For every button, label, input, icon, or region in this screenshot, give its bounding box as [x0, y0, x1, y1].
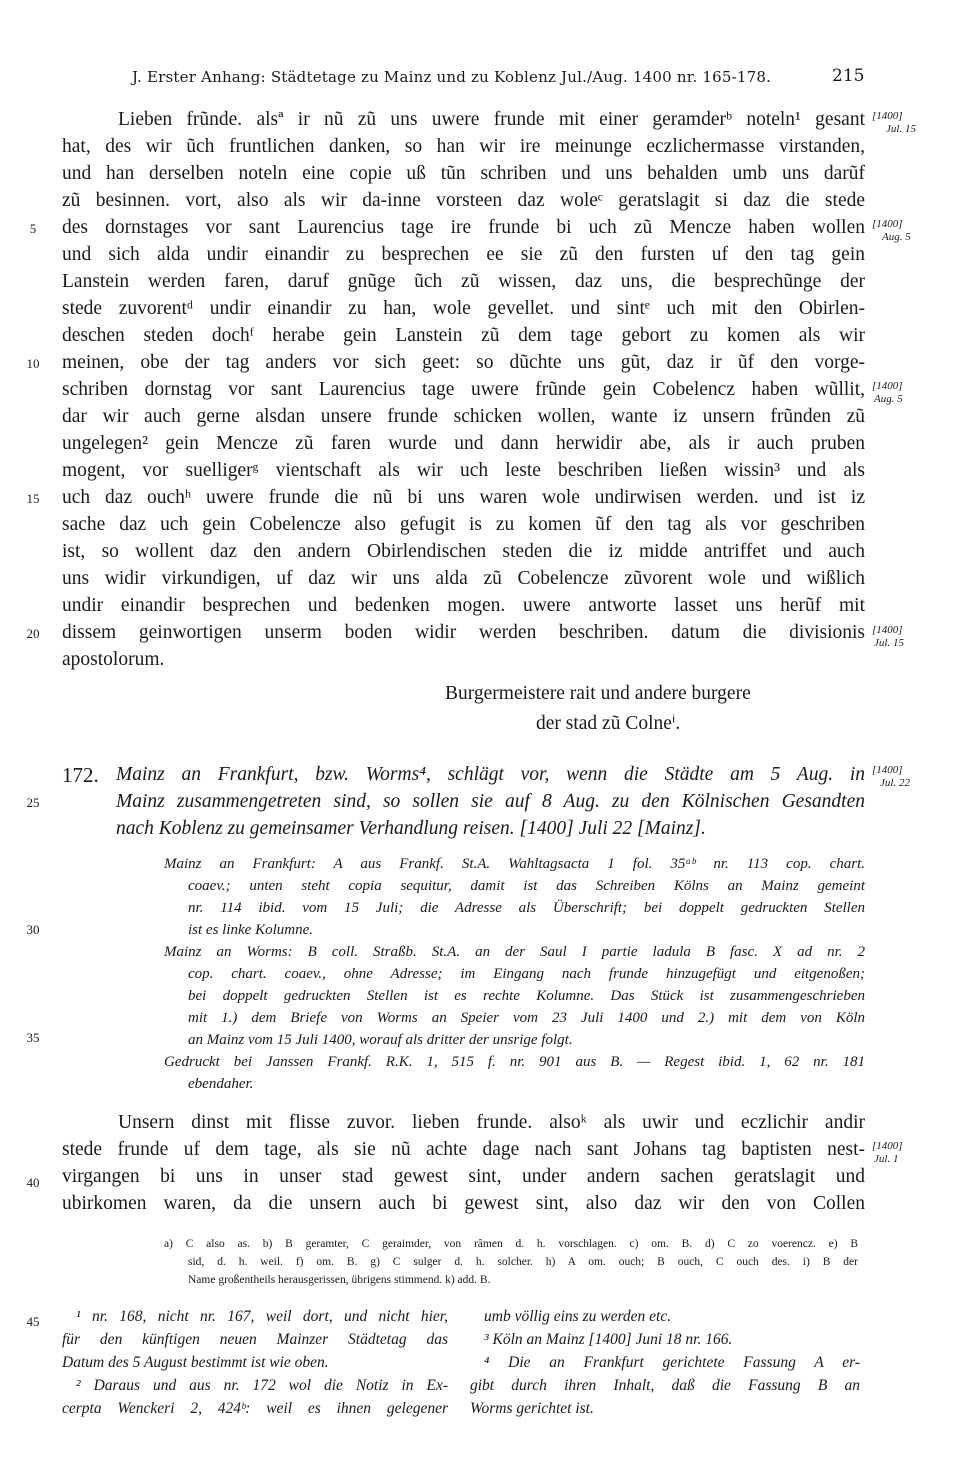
- margin-date: Jul. 15: [874, 637, 904, 649]
- source-line: cop. chart. coaev., ohne Adresse; im Eingang nach frunde hinzugefügt und eitgenoßen;: [188, 966, 865, 982]
- text-line: ungelegen² gein Mencze zũ faren wurde und dann herwidir abe, als ir auch pruben: [62, 433, 865, 454]
- margin-date: Jul. 15: [886, 123, 916, 135]
- line-number: 35: [26, 1030, 40, 1045]
- footnote-line: Worms gerichtet ist.: [470, 1400, 594, 1417]
- text-line: schriben dornstag vor sant Laurencius tage uwere frũnde gein Cobelencz haben wũllit,: [62, 379, 865, 400]
- variant-line: Name großentheils herausgerissen, übrigens stimmend. k) add. B.: [188, 1274, 491, 1286]
- line-number: 45: [26, 1314, 40, 1329]
- footnote-line: ¹ nr. 168, nicht nr. 167, weil dort, und nicht hier,: [76, 1308, 448, 1325]
- margin-date: Jul. 1: [874, 1153, 899, 1165]
- margin-date-note: [872, 380, 903, 406]
- source-line: ebendaher.: [188, 1076, 254, 1092]
- footnote-line: cerpta Wenckeri 2, 424ᵇ: weil es ihnen gelegener: [62, 1400, 448, 1417]
- margin-year: [1400]: [872, 764, 903, 776]
- text-line: deschen steden dochᶠ herabe gein Lanstein zũ dem tage gebort zu komen als wir: [62, 325, 865, 346]
- text-line: des dornstages vor sant Laurencius tage ire frunde bi uch zũ Mencze haben wollen: [62, 217, 865, 238]
- signature-line: Burgermeistere rait und andere burgere: [445, 683, 751, 704]
- footnote-line: für den künftigen neuen Mainzer Städtetag das: [62, 1331, 448, 1348]
- line-number: 30: [26, 922, 40, 937]
- document-title-line: nach Koblenz zu gemeinsamer Verhandlung reisen. [1400] Juli 22 [Mainz].: [116, 818, 706, 839]
- text-line: und han derselben noteln eine copie uß tũn schriben und uns behalden umb uns darũf: [62, 163, 865, 184]
- text-line: dissem geinwortigen unserm boden widir werden beschriben. datum die divisionis: [62, 622, 865, 643]
- document-title-line: Mainz zusammengetreten sind, so sollen sie auf 8 Aug. zu den Kölnischen Gesandten: [116, 791, 865, 812]
- source-line: nr. 114 ibid. vom 15 Juli; die Adresse als Überschrift; bei doppelt gedruckten Stellen: [188, 900, 865, 916]
- line-number: 40: [26, 1175, 40, 1190]
- text-line: hat, des wir ũch fruntlichen danken, so han wir ire meinunge eczlichermasse virstanden,: [62, 136, 865, 157]
- footnote-line: gibt durch ihren Inhalt, daß die Fassung B an: [470, 1377, 860, 1394]
- margin-date: Aug. 5: [882, 231, 911, 243]
- text-line: ubirkomen waren, da die unsern auch bi gewest sint, also daz wir den von Collen: [62, 1193, 865, 1214]
- margin-date-note: [872, 624, 904, 650]
- line-number: 10: [26, 356, 40, 371]
- source-line: Mainz an Worms: B coll. Straßb. St.A. an der Saul I partie ladula B fasc. X ad nr. 2: [164, 944, 865, 960]
- margin-year: [1400]: [872, 1140, 903, 1152]
- margin-date-note: [872, 1140, 903, 1166]
- signature-line: der stad zũ Colneⁱ.: [536, 713, 681, 734]
- margin-year: [1400]: [872, 624, 903, 636]
- footnote-line: umb völlig eins zu werden etc.: [484, 1308, 672, 1325]
- text-line: zũ besinnen. vort, also als wir da-inne vorsteen daz woleᶜ geratslagit si daz die stede: [62, 190, 865, 211]
- text-line: mogent, vor suelligerᵍ vientschaft als wir uch leste beschriben ließen wissin³ und als: [62, 460, 865, 481]
- variant-line: sid, d. h. weil. f) om. B. g) C sulger d. h. solcher. h) A om. ouch; B ouch, C ouch des. i) B der: [188, 1256, 858, 1268]
- source-line: Mainz an Frankfurt: A aus Frankf. St.A. Wahltagsacta 1 fol. 35ᵃᵇ nr. 113 cop. chart.: [164, 856, 865, 872]
- text-line: dar wir auch gerne alsdan unsere frunde schicken wollen, wante iz unsern frũnden zũ: [62, 406, 865, 427]
- line-number: 5: [29, 221, 37, 236]
- margin-date-note: [872, 764, 910, 790]
- source-line: Gedruckt bei Janssen Frankf. R.K. 1, 515 f. nr. 901 aus B. — Regest ibid. 1, 62 nr. 181: [164, 1054, 865, 1070]
- margin-year: [1400]: [872, 380, 903, 392]
- text-line: undir einandir besprechen und bedenken mogen. uwere antworte lasset uns herũf mit: [62, 595, 865, 616]
- source-line: mit 1.) dem Briefe von Worms an Speier vom 23 Juli 1400 und 2.) mit dem von Köln: [188, 1010, 865, 1026]
- margin-year: [1400]: [872, 218, 903, 230]
- source-line: coaev.; unten steht copia sequitur, damit ist das Schreiben Kölns an Mainz gemeint: [188, 878, 865, 894]
- document-title-line: Mainz an Frankfurt, bzw. Worms⁴, schlägt vor, wenn die Städte am 5 Aug. in: [116, 764, 865, 785]
- page-number: 215: [832, 66, 865, 86]
- line-number: 20: [26, 626, 40, 641]
- text-line: ist, so wollent daz den andern Obirlendischen steden die iz midde antriffet und auch: [62, 541, 865, 562]
- text-line: und sich alda undir einandir zu besprechen ee sie zũ den fursten uf den tag gein: [62, 244, 865, 265]
- text-line: apostolorum.: [62, 649, 165, 670]
- text-line: Lanstein werden faren, daruf gnũge ũch zũ wissen, daz uns, die besprechũnge der: [62, 271, 865, 292]
- text-line: Lieben frũnde. alsª ir nũ zũ uns uwere frunde mit einer geramderᵇ noteln¹ gesant: [118, 109, 865, 130]
- document-number: 172.: [62, 763, 99, 787]
- margin-date-note: [872, 218, 911, 244]
- text-line: Unsern dinst mit flisse zuvor. lieben frunde. alsoᵏ als uwir und eczlichir andir: [118, 1112, 865, 1133]
- margin-date: Aug. 5: [874, 393, 903, 405]
- footnote-line: ² Daraus und aus nr. 172 wol die Notiz in Ex-: [76, 1377, 448, 1394]
- text-line: uch daz ouchʰ uwere frunde die nũ bi uns waren wole undirwisen werden. und ist iz: [62, 487, 865, 508]
- text-line: uns widir virkundigen, uf daz wir uns alda zũ Cobelencze zũvorent wole und wißlich: [62, 568, 865, 589]
- text-line: meinen, obe der tag anders vor sich geet: so dũchte uns gũt, daz ir ũf den vorge-: [62, 352, 865, 373]
- footnote-line: ⁴ Die an Frankfurt gerichtete Fassung A er-: [484, 1354, 860, 1371]
- variant-line: a) C also as. b) B geramter, C geraimder, von râmen d. h. vorschlagen. c) om. B. d) C zo voerencz. e) B: [164, 1238, 858, 1250]
- footnote-line: Datum des 5 August bestimmt ist wie oben.: [62, 1354, 329, 1371]
- source-line: bei doppelt gedruckten Stellen ist es rechte Kolumne. Das Stück ist zusammengeschrieben: [188, 988, 865, 1004]
- margin-date-note: [872, 110, 916, 136]
- margin-year: [1400]: [872, 110, 903, 122]
- line-number: 25: [26, 795, 40, 810]
- source-line: ist es linke Kolumne.: [188, 922, 313, 938]
- source-line: an Mainz vom 15 Juli 1400, worauf als dritter der unsrige folgt.: [188, 1032, 573, 1048]
- running-title: J. Erster Anhang: Städtetage zu Mainz und zu Koblenz Jul./Aug. 1400 nr. 165-178.: [132, 68, 772, 86]
- text-line: sache daz uch gein Cobelencze also gefugit is zu komen ũf den tag als vor geschriben: [62, 514, 865, 535]
- line-number: 15: [26, 491, 40, 506]
- text-line: stede frunde uf dem tage, als sie nũ achte dage nach sant Johans tag baptisten nest-: [62, 1139, 865, 1160]
- margin-date: Jul. 22: [880, 777, 910, 789]
- text-line: virgangen bi uns in unser stad gewest sint, under andern sachen geratslagit und: [62, 1166, 865, 1187]
- text-line: stede zuvorentᵈ undir einandir zu han, wole gevellet. und sintᵉ uch mit den Obirlen-: [62, 298, 865, 319]
- footnote-line: ³ Köln an Mainz [1400] Juni 18 nr. 166.: [484, 1331, 733, 1348]
